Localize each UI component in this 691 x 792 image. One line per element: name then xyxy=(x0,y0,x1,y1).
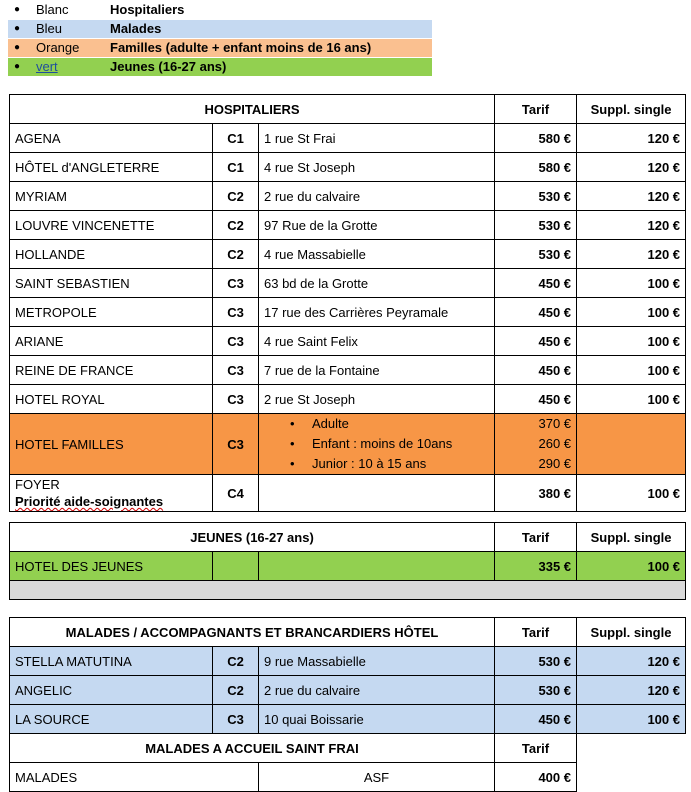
foyer-label: FOYER xyxy=(15,477,60,492)
table-row xyxy=(10,211,686,240)
tarif: 530 € xyxy=(495,240,577,269)
group-name: MALADES xyxy=(10,763,259,792)
table-header-row xyxy=(10,618,686,647)
section-title: JEUNES (16-27 ans) xyxy=(10,523,495,552)
spacer-cell xyxy=(10,581,686,600)
address: 17 rue des Carrières Peyramale xyxy=(259,298,495,327)
hotel-name: AGENA xyxy=(10,124,213,153)
address: 2 rue du calvaire xyxy=(259,676,495,705)
table-row xyxy=(10,763,686,792)
suppl-header: Suppl. single xyxy=(577,95,686,124)
table-row xyxy=(10,676,686,705)
tarif: 450 € xyxy=(495,356,577,385)
price: 370 € xyxy=(538,416,572,431)
table-row xyxy=(10,327,686,356)
suppl-single: 100 € xyxy=(577,327,686,356)
tarif: 450 € xyxy=(495,269,577,298)
table-row xyxy=(10,182,686,211)
tarif: 530 € xyxy=(495,676,577,705)
category: C3 xyxy=(213,705,259,734)
section-title: HOSPITALIERS xyxy=(10,95,495,124)
jeunes-table xyxy=(9,522,686,600)
list-item: • Junior : 10 à 15 ans xyxy=(312,454,489,474)
hotel-name: SAINT SEBASTIEN xyxy=(10,269,213,298)
suppl-single: 120 € xyxy=(577,676,686,705)
suppl-header: Suppl. single xyxy=(577,618,686,647)
address: 10 quai Boissarie xyxy=(259,705,495,734)
legend-color-name: Blanc xyxy=(36,2,69,17)
table-row xyxy=(10,240,686,269)
family-rates-list xyxy=(259,414,495,475)
suppl-single: 100 € xyxy=(577,705,686,734)
hotel-name: ARIANE xyxy=(10,327,213,356)
malades-table xyxy=(9,617,686,792)
tarif-header: Tarif xyxy=(495,95,577,124)
bullet-icon: ● xyxy=(14,4,21,15)
family-prices xyxy=(495,414,577,475)
table-row xyxy=(10,356,686,385)
hotel-name: MYRIAM xyxy=(10,182,213,211)
list-item: • Adulte xyxy=(312,414,489,434)
bullet-icon: ● xyxy=(14,23,21,34)
suppl-single: 120 € xyxy=(577,182,686,211)
suppl-single: 120 € xyxy=(577,240,686,269)
legend-row-bleu xyxy=(8,20,432,38)
tarif: 530 € xyxy=(495,647,577,676)
hotel-name: LOUVRE VINCENETTE xyxy=(10,211,213,240)
suppl-single: 100 € xyxy=(577,356,686,385)
table-row xyxy=(10,647,686,676)
tarif: 580 € xyxy=(495,153,577,182)
hotel-name: HOTEL FAMILLES xyxy=(10,414,213,475)
tarif: 400 € xyxy=(495,763,577,792)
category: C2 xyxy=(213,182,259,211)
suppl-single: 120 € xyxy=(577,647,686,676)
tarif: 380 € xyxy=(495,475,577,512)
suppl-single: 100 € xyxy=(577,475,686,512)
address: 2 rue St Joseph xyxy=(259,385,495,414)
address: 4 rue Saint Felix xyxy=(259,327,495,356)
suppl-single: 120 € xyxy=(577,124,686,153)
hotel-name: HÔTEL d'ANGLETERRE xyxy=(10,153,213,182)
suppl-single: 100 € xyxy=(577,298,686,327)
category: C2 xyxy=(213,211,259,240)
section-title: MALADES A ACCUEIL SAINT FRAI xyxy=(10,734,495,763)
suppl-single-empty xyxy=(577,414,686,475)
price: 260 € xyxy=(538,436,572,451)
suppl-single: 100 € xyxy=(577,385,686,414)
legend-description: Malades xyxy=(110,21,162,36)
category-empty xyxy=(213,552,259,581)
tarif: 450 € xyxy=(495,385,577,414)
category: C3 xyxy=(213,298,259,327)
hotel-name: METROPOLE xyxy=(10,298,213,327)
organization: ASF xyxy=(259,763,495,792)
table-row xyxy=(10,269,686,298)
suppl-header: Suppl. single xyxy=(577,523,686,552)
tarif: 450 € xyxy=(495,705,577,734)
address: 2 rue du calvaire xyxy=(259,182,495,211)
tarif: 580 € xyxy=(495,124,577,153)
empty-cell xyxy=(577,763,686,792)
hospitaliers-table xyxy=(9,94,686,512)
hotel-name: HOLLANDE xyxy=(10,240,213,269)
category: C4 xyxy=(213,475,259,512)
tarif: 530 € xyxy=(495,211,577,240)
legend-row-vert xyxy=(8,58,432,76)
table-row xyxy=(10,153,686,182)
address: 63 bd de la Grotte xyxy=(259,269,495,298)
legend-description: Jeunes (16-27 ans) xyxy=(110,59,227,74)
table-row xyxy=(10,298,686,327)
tarif: 530 € xyxy=(495,182,577,211)
category: C2 xyxy=(213,240,259,269)
category: C3 xyxy=(213,414,259,475)
address-empty xyxy=(259,475,495,512)
hotel-name: HOTEL ROYAL xyxy=(10,385,213,414)
hotel-name: REINE DE FRANCE xyxy=(10,356,213,385)
legend-description: Hospitaliers xyxy=(110,2,185,17)
empty-cell xyxy=(577,734,686,763)
category: C2 xyxy=(213,647,259,676)
table-row-familles xyxy=(10,414,686,475)
address: 4 rue Massabielle xyxy=(259,240,495,269)
suppl-single: 100 € xyxy=(577,269,686,298)
legend-row-blanc xyxy=(8,1,432,19)
hotel-name: HOTEL DES JEUNES xyxy=(10,552,213,581)
tarif: 450 € xyxy=(495,298,577,327)
spacer-row xyxy=(10,581,686,600)
table-row xyxy=(10,385,686,414)
suppl-single: 100 € xyxy=(577,552,686,581)
table-header-row xyxy=(10,95,686,124)
hotel-name: STELLA MATUTINA xyxy=(10,647,213,676)
category: C3 xyxy=(213,356,259,385)
category: C3 xyxy=(213,327,259,356)
suppl-single: 120 € xyxy=(577,153,686,182)
table-row xyxy=(10,705,686,734)
address: 7 rue de la Fontaine xyxy=(259,356,495,385)
bullet-icon: ● xyxy=(14,61,21,72)
category: C2 xyxy=(213,676,259,705)
hotel-name: LA SOURCE xyxy=(10,705,213,734)
table-row xyxy=(10,124,686,153)
tarif: 335 € xyxy=(495,552,577,581)
bullet-icon: ● xyxy=(14,42,21,53)
tarif-header: Tarif xyxy=(495,618,577,647)
legend-description: Familles (adulte + enfant moins de 16 ans) xyxy=(110,40,372,55)
table-row-foyer xyxy=(10,475,686,512)
address-empty xyxy=(259,552,495,581)
legend-color-name: Orange xyxy=(36,40,80,55)
address: 4 rue St Joseph xyxy=(259,153,495,182)
list-item: • Enfant : moins de 10ans xyxy=(312,434,489,454)
legend-row-orange xyxy=(8,39,432,57)
table-header-row xyxy=(10,734,686,763)
tarif-header: Tarif xyxy=(495,523,577,552)
table-row xyxy=(10,552,686,581)
foyer-priority: Priorité aide-soignantes xyxy=(15,494,164,509)
hotel-name: ANGELIC xyxy=(10,676,213,705)
price: 290 € xyxy=(538,456,572,471)
suppl-single: 120 € xyxy=(577,211,686,240)
address: 9 rue Massabielle xyxy=(259,647,495,676)
legend-color-name: Bleu xyxy=(36,21,63,36)
category: C1 xyxy=(213,124,259,153)
section-title: MALADES / ACCOMPAGNANTS ET BRANCARDIERS HÔTEL xyxy=(10,618,495,647)
address: 1 rue St Frai xyxy=(259,124,495,153)
hotel-name xyxy=(10,475,213,512)
legend xyxy=(8,0,432,76)
legend-color-name: vert xyxy=(36,59,58,74)
address: 97 Rue de la Grotte xyxy=(259,211,495,240)
tarif-header: Tarif xyxy=(495,734,577,763)
tarif: 450 € xyxy=(495,327,577,356)
table-header-row xyxy=(10,523,686,552)
category: C3 xyxy=(213,385,259,414)
category: C1 xyxy=(213,153,259,182)
category: C3 xyxy=(213,269,259,298)
